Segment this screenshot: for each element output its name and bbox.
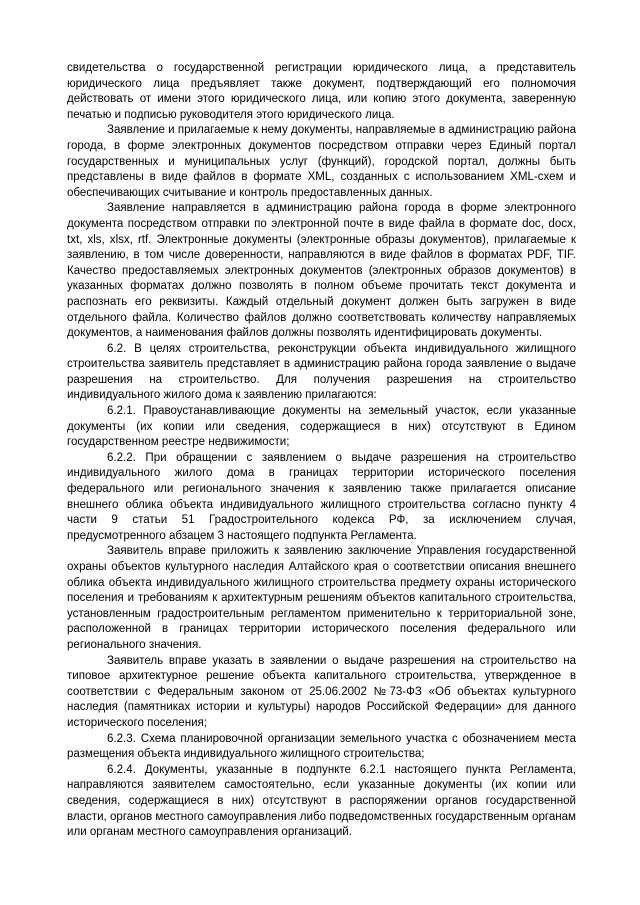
paragraph-6-2: 6.2. В целях строительства, реконструкции объекта индивидуального жилищного строительства заявитель представляет в администрацию района города заявление о выдаче разрешения на строительство. Для получения разрешения на строительство индивидуального жилого дома к заявлению прилагаются: — [67, 342, 576, 402]
paragraph-applicant-conclusion: Заявитель вправе приложить к заявлению заключение Управления государственной охраны объектов культурного наследия Алтайского края о соответствии описания внешнего облика объекта индивидуального жилищного строительства предмету охраны исторического поселения и требованиям к архитектурным решениям объектов капитального строительства, установленным градостроительным регламентом применительно к территориальной зоне, расположенной в границах территории исторического поселения федерального или регионального значения. — [67, 545, 576, 651]
paragraph-electronic-portal: Заявление и прилагаемые к нему документы, направляемые в администрацию района города, в форме электронных документов посредством отправки через Единый портал государственных и муниципальных услуг (функций), городской портал, должны быть представлены в виде файлов в формате XML, созданных с использованием XML-схем и обеспечивающих считывание и контроль предоставленных данных. — [67, 124, 576, 199]
paragraph-6-2-4: 6.2.4. Документы, указанные в подпункте 6.2.1 настоящего пункта Регламента, направляются заявителем самостоятельно, если указанные документы (их копии или сведения, содержащиеся в них) отсутствуют в распоряжении органов государственной власти, органов местного самоуправления либо подведомственных государственным органам или органам местного самоуправления организаций. — [67, 763, 576, 839]
paragraph-6-2-3: 6.2.3. Схема планировочной организации земельного участка с обозначением места размещения объекта индивидуального жилищного строительства; — [67, 732, 576, 761]
paragraph-6-2-1: 6.2.1. Правоустанавливающие документы на земельный участок, если указанные документы (их копии или сведения, содержащиеся в них) отсутствуют в Едином государственном реестре недвижимости; — [67, 405, 576, 449]
paragraph-typical-solution: Заявитель вправе указать в заявлении о выдаче разрешения на строительство на типовое архитектурное решение объекта капитального строительства, утвержденное в соответствии с Федеральным законом от 25.06.2002 №73-ФЗ «Об объектах культурного наследия (памятниках истории и культуры) народов Российской Федерации» для данного исторического поселения; — [67, 654, 576, 729]
paragraph-6-2-2: 6.2.2. При обращении с заявлением о выдаче разрешения на строительство индивидуального жилого дома в границах территории исторического поселения федерального или регионального значения к заявлению также прилагается описание внешнего облика объекта индивидуального жилищного строительства согласно пункту 4 части 9 статьи 51 Градостроительного кодекса РФ, за исключением случая, предусмотренного абзацем 3 настоящего подпункта Регламента. — [67, 451, 576, 542]
paragraph-email-formats: Заявление направляется в администрацию района города в форме электронного документа посредством отправки по электронной почте в виде файла в формате doc, docx, txt, xls, xlsx, rtf. Электронные документы (электронные образы документов), прилагаемые к заявлению, в том числе доверенности, направляются в виде файлов в форматах PDF, TIF. Качество предоставляемых электронных документов (электронных образов документов) в указанных форматах должно позволять в полном объеме прочитать текст документа и распознать его реквизиты. Каждый отдельный документ должен быть загружен в виде отдельного файла. Количество файлов должно соответствовать количеству направляемых документов, а наименования файлов должны позволять идентифицировать документы. — [67, 202, 576, 340]
paragraph-registration-certificate: свидетельства о государственной регистрации юридического лица, а представитель юридического лица предъявляет также документ, подтверждающий его полномочия действовать от имени этого юридического лица, или копию этого документа, заверенную печатью и подписью руководителя этого юридического лица. — [67, 62, 576, 121]
